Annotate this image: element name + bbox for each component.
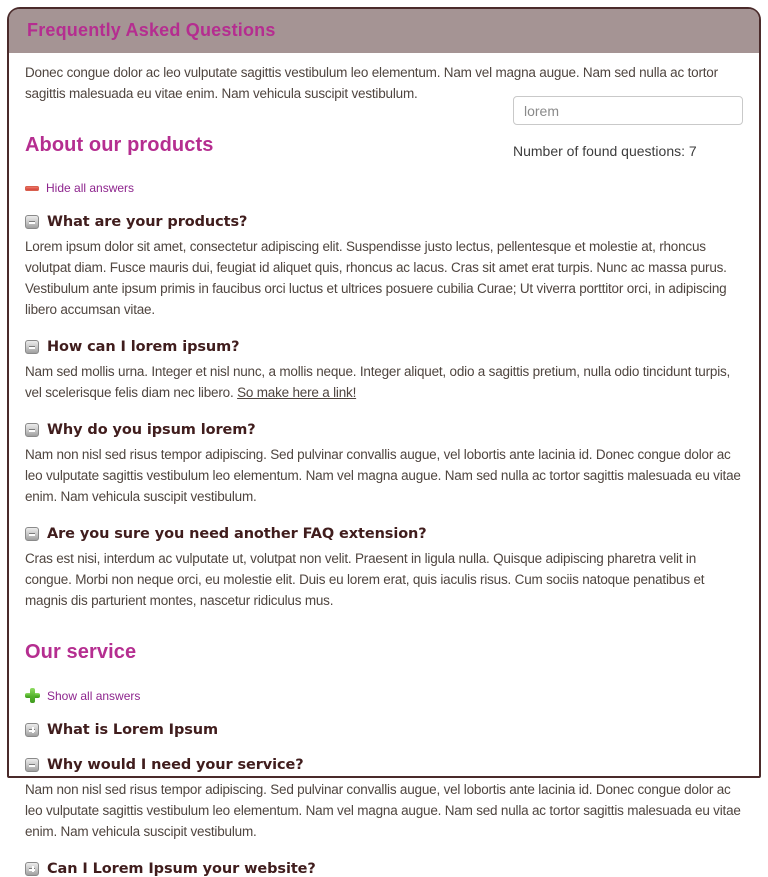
faq-item: [25, 526, 743, 611]
collapse-icon[interactable]: [25, 423, 39, 437]
search-input[interactable]: [513, 96, 743, 125]
collapse-all-icon: [25, 186, 39, 191]
expand-icon[interactable]: [25, 723, 39, 737]
faq-item: [25, 422, 743, 507]
question-text: What is Lorem Ipsum: [47, 722, 219, 738]
faq-question[interactable]: [25, 722, 743, 738]
question-text: How can I lorem ipsum?: [47, 339, 240, 355]
faq-item: [25, 861, 743, 877]
expand-icon[interactable]: [25, 862, 39, 876]
question-text: Are you sure you need another FAQ extension?: [47, 526, 427, 542]
faq-page: [7, 7, 761, 877]
show-all-answers-label: Show all answers: [47, 688, 141, 703]
expand-all-icon: [25, 688, 40, 703]
hide-all-answers-link[interactable]: [25, 181, 134, 195]
faq-question[interactable]: [25, 861, 743, 877]
faq-answer: Nam non nisl sed risus tempor adipiscing. Sed pulvinar convallis augue, vel lobortis ante lacinia id. Donec congue dolor ac leo vulputate sagittis vestibulum leo elementum. Nam vel magna augue. Nam sed nulla ac tortor sagittis malesuada eu vitae enim. Nam vehicula suscipit vestibulum.: [25, 447, 741, 504]
section-service: [25, 641, 743, 877]
faq-item: [25, 339, 743, 403]
faq-answer: [25, 361, 743, 403]
question-text: What are your products?: [47, 214, 248, 230]
faq-answer: Nam non nisl sed risus tempor adipiscing. Sed pulvinar convallis augue, vel lobortis ante lacinia id. Donec congue dolor ac leo vulputate sagittis vestibulum leo elementum. Nam vel magna augue. Nam sed nulla ac tortor sagittis malesuada eu vitae enim. Nam vehicula suscipit vestibulum.: [25, 782, 741, 839]
faq-question[interactable]: [25, 339, 743, 355]
faq-question[interactable]: [25, 214, 743, 230]
faq-item: [25, 757, 743, 842]
faq-answer-text: Nam sed mollis urna. Integer et nisl nunc, a mollis neque. Integer aliquet, odio a sagittis pretium, nulla odio tincidunt turpis, vel scelerisque felis diam nec libero.: [25, 364, 731, 400]
collapse-icon[interactable]: [25, 215, 39, 229]
section-heading-products: About our products: [25, 134, 214, 156]
faq-question[interactable]: [25, 526, 743, 542]
intro-text: Donec congue dolor ac leo vulputate sagittis vestibulum leo elementum. Nam vel magna augue. Nam sed nulla ac tortor sagittis malesuada eu vitae enim. Nam vehicula suscipit vestibulum.: [25, 65, 718, 101]
results-count: Number of found questions: 7: [513, 143, 697, 159]
hide-all-answers-label: Hide all answers: [46, 181, 135, 195]
collapse-icon[interactable]: [25, 340, 39, 354]
question-text: Why would I need your service?: [47, 757, 304, 773]
faq-answer: Cras est nisi, interdum ac vulputate ut, volutpat non velit. Praesent in ligula nulla. Quisque adipiscing pharetra velit in congue. Morbi non neque orci, eu molestie elit. Duis eu lorem erat, quis iaculis risus. Cum sociis natoque penatibus et magnis dis parturient montes, nascetur ridiculus mus.: [25, 551, 705, 608]
page-content: [9, 53, 759, 877]
show-all-answers-link[interactable]: [25, 688, 140, 703]
question-text: Can I Lorem Ipsum your website?: [47, 861, 316, 877]
collapse-icon[interactable]: [25, 527, 39, 541]
faq-item: [25, 214, 743, 320]
collapse-icon[interactable]: [25, 758, 39, 772]
page-title: Frequently Asked Questions: [27, 20, 276, 40]
page-header: [9, 9, 759, 53]
faq-question[interactable]: [25, 757, 743, 773]
faq-question[interactable]: [25, 422, 743, 438]
section-products: [25, 134, 743, 611]
faq-answer: Lorem ipsum dolor sit amet, consectetur adipiscing elit. Suspendisse justo lectus, pellentesque et molestie at, rhoncus volutpat diam. Fusce mauris dui, feugiat id aliquet quis, rhoncus ac lacus. Cras sit amet erat turpis. Nunc ac massa purus. Vestibulum ante ipsum primis in faucibus orci luctus et ultrices posuere cubilia Curae; Ut viverra porttitor orci, in adipiscing libero accumsan vitae.: [25, 239, 727, 317]
answer-link[interactable]: So make here a link!: [237, 385, 357, 400]
search-area: [513, 96, 743, 159]
question-text: Why do you ipsum lorem?: [47, 422, 256, 438]
section-heading-service: Our service: [25, 641, 137, 663]
faq-item: [25, 722, 743, 738]
